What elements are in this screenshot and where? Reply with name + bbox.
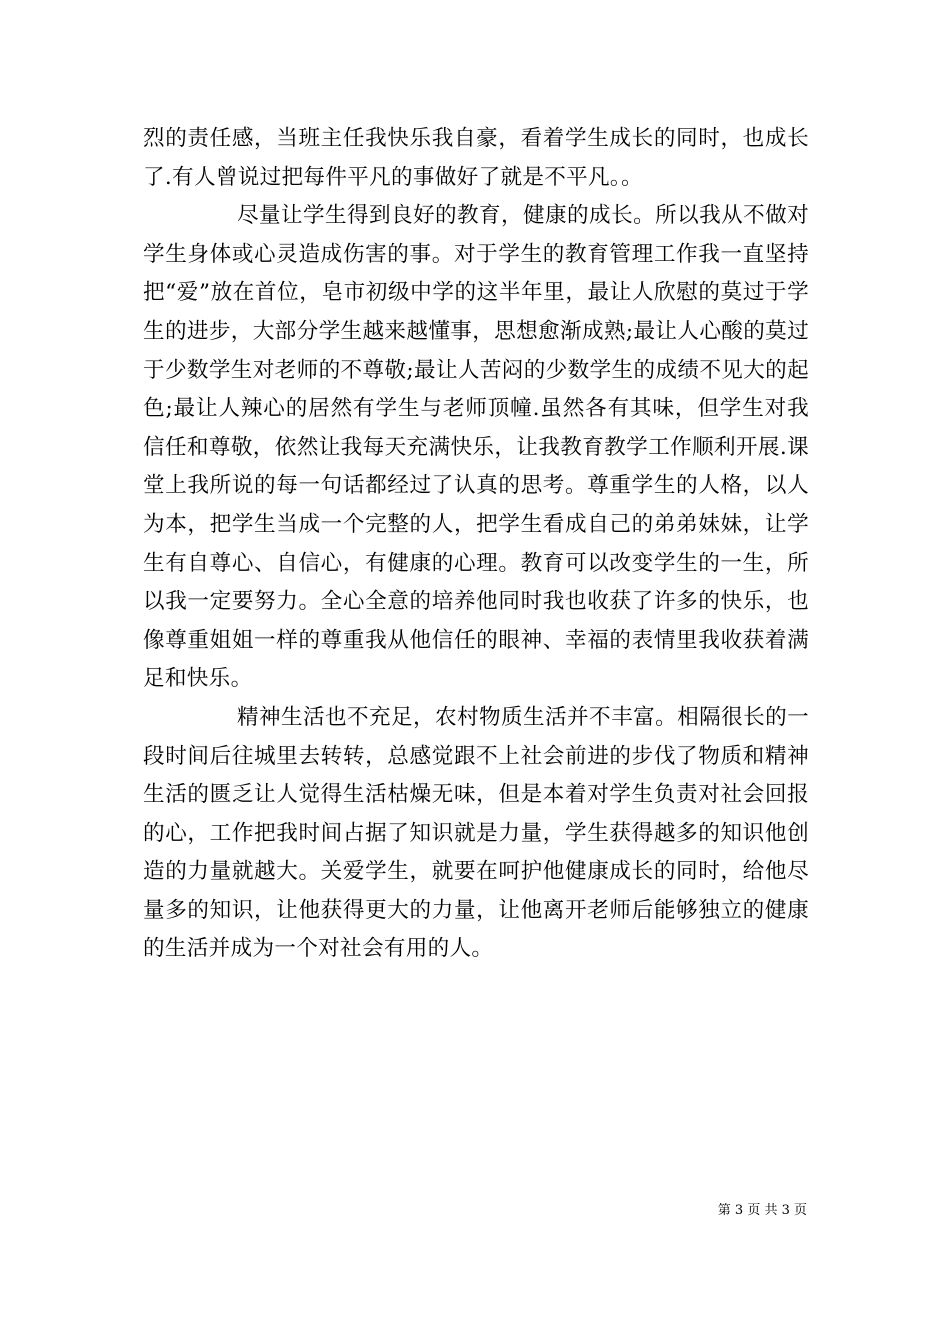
paragraph-1: 烈的责任感，当班主任我快乐我自豪，看着学生成长的同时，也成长了.有人曾说过把每件平凡的事做好了就是不平凡。。 xyxy=(143,126,809,190)
page-number-footer: 第 3 页 共 3 页 xyxy=(717,1203,807,1218)
body-text xyxy=(143,120,809,969)
paragraph-2: 尽量让学生得到良好的教育，健康的成长。所以我从不做对学生身体或心灵造成伤害的事。对于学生的教育管理工作我一直坚持把“爱”放在首位，皂市初级中学的这半年里，最让人欣慰的莫过于学生的进步，大部分学生越来越懂事，思想愈渐成熟;最让人心酸的莫过于少数学生对老师的不尊敬;最让人苦闷的少数学生的成绩不见大的起色;最让人辣心的居然有学生与老师顶幢.虽然各有其味，但学生对我信任和尊敬，依然让我每天充满快乐，让我教育教学工作顺利开展.课堂上我所说的每一句话都经过了认真的思考。尊重学生的人格，以人为本，把学生当成一个完整的人，把学生看成自己的弟弟妹妹，让学生有自尊心、自信心，有健康的心理。教育可以改变学生的一生，所以我一定要努力。全心全意的培养他同时我也收获了许多的快乐，也像尊重姐姐一样的尊重我从他信任的眼神、幸福的表情里我收获着满足和快乐。 xyxy=(143,203,809,692)
paragraph-3: 精神生活也不充足，农村物质生活并不丰富。相隔很长的一段时间后往城里去转转，总感觉跟不上社会前进的步伐了物质和精神生活的匮乏让人觉得生活枯燥无味，但是本着对学生负责对社会回报的心，工作把我时间占据了知识就是力量，学生获得越多的知识他创造的力量就越大。关爱学生，就要在呵护他健康成长的同时，给他尽量多的知识，让他获得更大的力量，让他离开老师后能够独立的健康的生活并成为一个对社会有用的人。 xyxy=(143,704,809,962)
